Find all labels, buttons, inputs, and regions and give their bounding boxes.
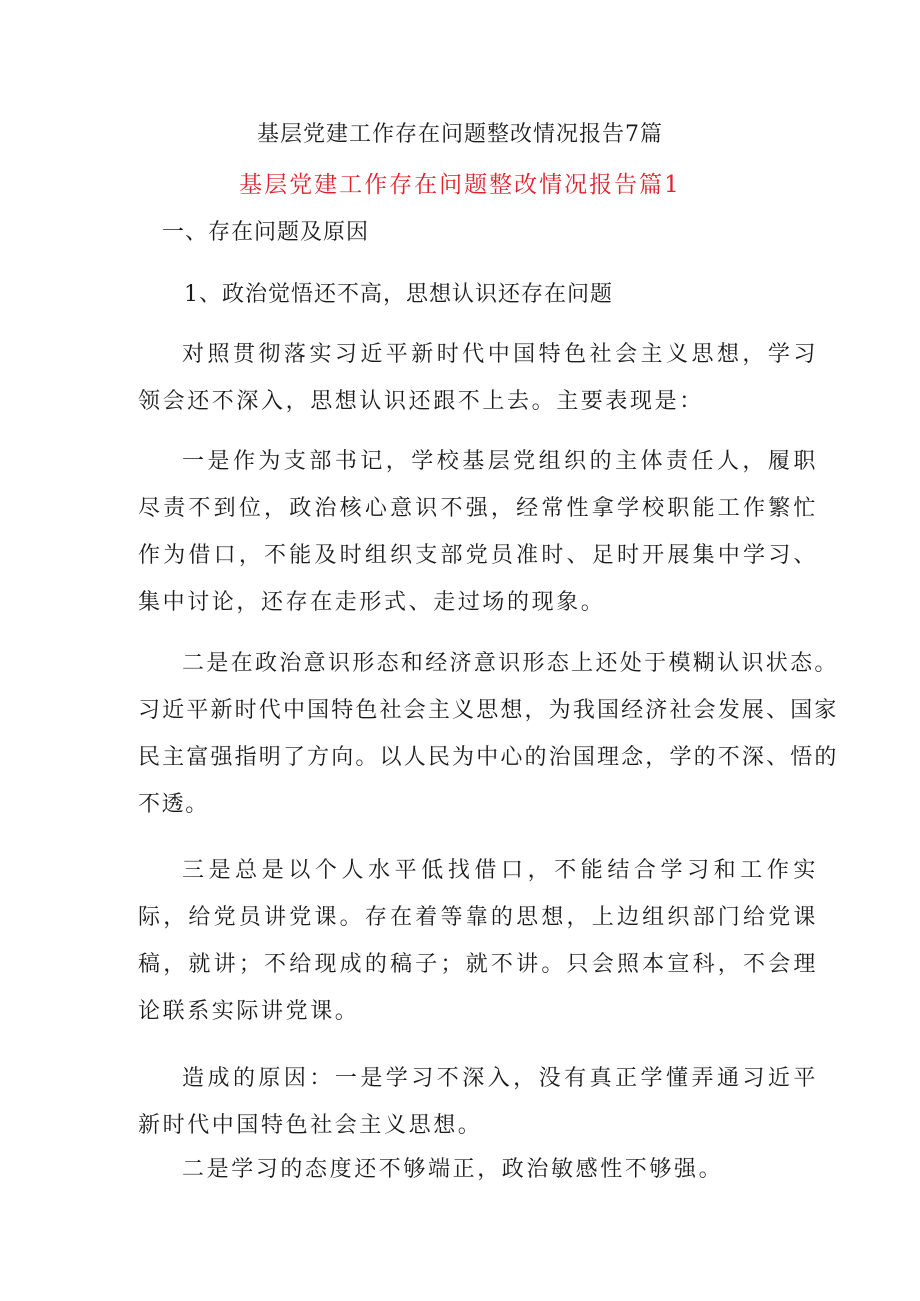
paragraph-causes: 造成的原因：一是学习不深入，没有真正学懂弄通习近平新时代中国特色社会主义思想。 (138, 1066, 818, 1138)
document-subtitle: 基层党建工作存在问题整改情况报告篇1 (239, 172, 681, 198)
paragraph-point-two: 二是在政治意识形态和经济意识形态上还处于模糊认识状态。习近平新时代中国特色社会主义思想，为我国经济社会发展、国家民主富强指明了方向。以人民为中心的治国理念，学的不深、悟的不透。 (138, 651, 838, 817)
section-heading: 一、存在问题及原因 (162, 220, 370, 245)
item-heading: 1、政治觉悟还不高，思想认识还存在问题 (184, 282, 613, 307)
document-title: 基层党建工作存在问题整改情况报告7篇 (257, 122, 663, 147)
paragraph-point-three: 三是总是以个人水平低找借口，不能结合学习和工作实际，给党员讲党课。存在着等靠的思想，上边组织部门给党课稿，就讲；不给现成的稿子；就不讲。只会照本宣科，不会理论联系实际讲党课。 (138, 858, 818, 1024)
paragraph-point-one: 一是作为支部书记，学校基层党组织的主体责任人，履职尽责不到位，政治核心意识不强，经常性拿学校职能工作繁忙作为借口，不能及时组织支部党员准时、足时开展集中学习、集中讨论，还存在走形式、走过场的现象。 (138, 449, 818, 615)
paragraph-cause-two: 二是学习的态度还不够端正，政治敏感性不够强。 (182, 1157, 724, 1182)
paragraph-intro: 对照贯彻落实习近平新时代中国特色社会主义思想，学习领会还不深入，思想认识还跟不上去。主要表现是： (138, 342, 818, 414)
